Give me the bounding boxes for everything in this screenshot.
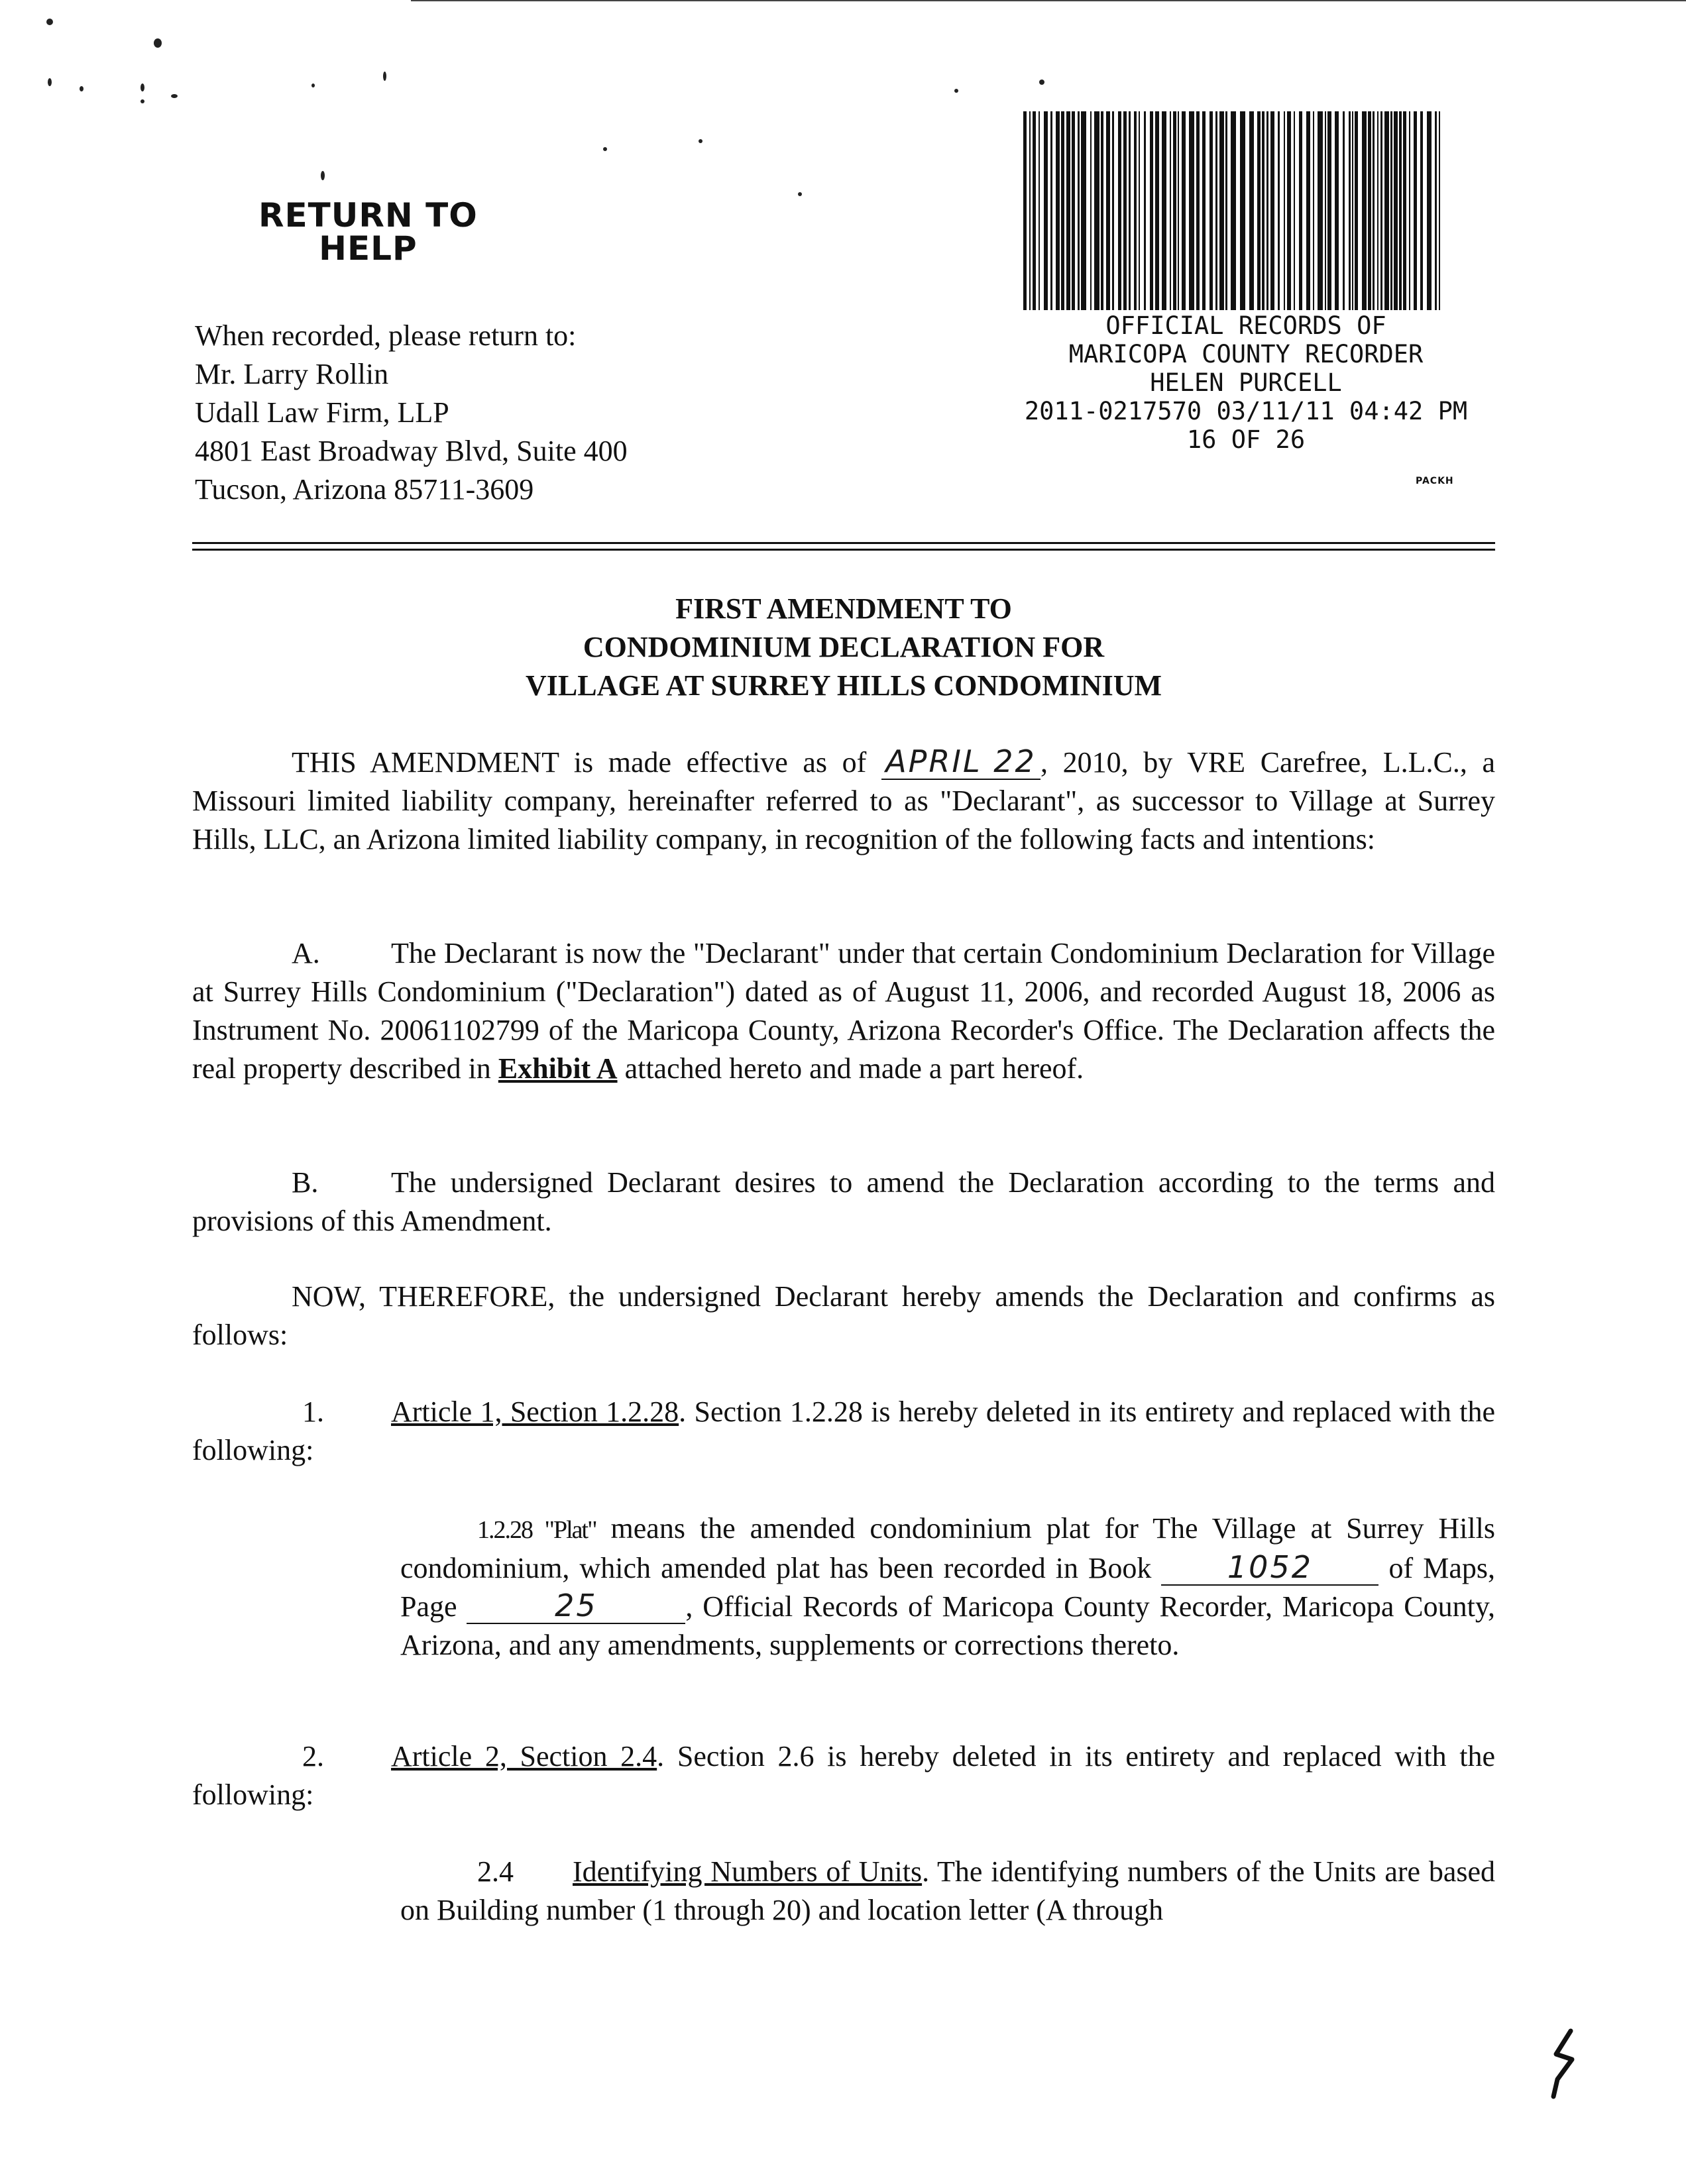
barcode-bar — [1202, 111, 1206, 310]
item-2-heading: Article 2, Section 2.4 — [391, 1740, 657, 1773]
barcode-bar — [1394, 111, 1398, 310]
barcode-bar — [1134, 111, 1137, 310]
barcode-bar — [1215, 111, 1217, 310]
stamp-line-1: RETURN TO — [258, 196, 478, 235]
recording-line-4: 2011-0217570 03/11/11 04:42 PM — [1024, 397, 1468, 425]
scan-speck — [80, 86, 84, 91]
barcode-bar — [1170, 111, 1171, 310]
scan-speck — [140, 83, 144, 91]
document-title — [192, 590, 1495, 705]
scan-speck — [171, 94, 178, 98]
barcode-bar — [1231, 111, 1236, 310]
section-2-4-number: 2.4 — [477, 1855, 514, 1888]
return-name: Mr. Larry Rollin — [195, 358, 389, 390]
recording-line-3: HELEN PURCELL — [1150, 368, 1342, 397]
section-2-4-heading: Identifying Numbers of Units — [573, 1855, 923, 1888]
header-rule-bottom — [192, 549, 1495, 551]
recording-info — [974, 311, 1518, 454]
barcode-bar — [1061, 111, 1064, 310]
barcode-bar — [1029, 111, 1031, 310]
section-2-4-text: . The identifying numbers of the Units are based on Building number (1 through 20) and location letter (A through — [400, 1855, 1496, 1926]
return-street: 4801 East Broadway Blvd, Suite 400 — [195, 435, 628, 467]
book-number-handwritten: 1052 — [1227, 1549, 1313, 1585]
barcode-bar — [1219, 111, 1224, 310]
now-therefore-paragraph — [192, 1278, 1495, 1354]
barcode-bar — [1390, 111, 1392, 310]
barcode-bar — [1284, 111, 1285, 310]
scan-speck — [154, 38, 162, 48]
barcode-bar — [1189, 111, 1194, 310]
plat-definition-text-1: means the amended condominium plat for The Village at Surrey Hills condominium, which amended plat has been recorded in Book — [400, 1512, 1496, 1584]
barcode — [1023, 111, 1441, 310]
barcode-bar — [1270, 111, 1274, 310]
barcode-bar — [1257, 111, 1261, 310]
barcode-bar — [1399, 111, 1402, 310]
recital-b — [192, 1164, 1495, 1240]
title-line-2: CONDOMINIUM DECLARATION FOR — [583, 631, 1105, 663]
item-1-heading: Article 1, Section 1.2.28 — [391, 1395, 679, 1428]
title-line-1: FIRST AMENDMENT TO — [675, 592, 1012, 625]
barcode-bar — [1439, 111, 1440, 310]
plat-definition — [400, 1509, 1495, 1665]
recording-code: PACKH — [1416, 476, 1454, 486]
scan-speck — [1039, 80, 1044, 85]
barcode-bar — [1287, 111, 1291, 310]
barcode-bar — [1380, 111, 1382, 310]
barcode-bar — [1050, 111, 1052, 310]
barcode-bar — [1355, 111, 1358, 310]
scan-speck — [603, 147, 607, 151]
barcode-bar — [1266, 111, 1268, 310]
barcode-bar — [1112, 111, 1114, 310]
scan-speck — [140, 99, 144, 103]
barcode-bar — [1349, 111, 1351, 310]
barcode-bar — [1278, 111, 1280, 310]
item-1-text: . Section 1.2.28 is hereby deleted in its entirety and replaced with the following: — [192, 1395, 1496, 1466]
recital-a-text-end: attached hereto and made a part hereof. — [624, 1052, 1084, 1085]
barcode-bar — [1090, 111, 1092, 310]
handwritten-page-mark — [1544, 2028, 1584, 2101]
barcode-bar — [1262, 111, 1264, 310]
recording-line-1: OFFICIAL RECORDS OF — [1105, 311, 1386, 340]
barcode-bar — [1299, 111, 1302, 310]
barcode-bar — [1033, 111, 1036, 310]
barcode-bar — [1435, 111, 1437, 310]
return-city: Tucson, Arizona 85711-3609 — [195, 473, 534, 506]
scan-speck — [311, 83, 315, 87]
barcode-bar — [1249, 111, 1254, 310]
return-address — [195, 317, 628, 509]
plat-definition-text-2: of Maps, Page — [400, 1552, 1496, 1623]
barcode-bar — [1306, 111, 1310, 310]
identifying-numbers-section — [400, 1853, 1495, 1930]
barcode-bar — [1335, 111, 1339, 310]
barcode-bar — [1144, 111, 1146, 310]
barcode-bar — [1081, 111, 1086, 310]
item-1 — [192, 1393, 1495, 1470]
scan-speck — [46, 19, 53, 25]
barcode-bar — [1362, 111, 1367, 310]
barcode-bar — [1150, 111, 1153, 310]
item-2 — [192, 1737, 1495, 1814]
barcode-bar — [1129, 111, 1131, 310]
barcode-bar — [1384, 111, 1389, 310]
recording-line-5: 16 OF 26 — [1186, 425, 1306, 454]
item-2-text: . Section 2.6 is hereby deleted in its entirety and replaced with the following: — [192, 1740, 1496, 1811]
scan-speck — [699, 139, 702, 143]
plat-definition-text-3: , Official Records of Maricopa County Recorder, Maricopa County, Arizona, and any amendments, supplements or corrections thereto. — [400, 1590, 1496, 1661]
barcode-bar — [1377, 111, 1378, 310]
intro-before: THIS AMENDMENT is made effective as of — [292, 746, 867, 779]
scan-edge-line — [411, 0, 1686, 1]
return-firm: Udall Law Firm, LLP — [195, 396, 449, 429]
barcode-bar — [1044, 111, 1048, 310]
barcode-bar — [1066, 111, 1070, 310]
barcode-bar — [1313, 111, 1314, 310]
barcode-bar — [1182, 111, 1186, 310]
now-therefore-text: NOW, THEREFORE, the undersigned Declarant hereby amends the Declaration and confirms as follows: — [192, 1280, 1495, 1351]
barcode-bar — [1403, 111, 1406, 310]
barcode-bar — [1155, 111, 1159, 310]
barcode-bar — [1427, 111, 1432, 310]
barcode-bar — [1118, 111, 1121, 310]
recital-b-text: The undersigned Declarant desires to amend the Declaration according to the terms and provisions of this Amendment. — [192, 1166, 1495, 1237]
barcode-bar — [1373, 111, 1375, 310]
recital-a — [192, 934, 1495, 1088]
scan-speck — [954, 89, 958, 93]
title-line-3: VILLAGE AT SURREY HILLS CONDOMINIUM — [525, 669, 1162, 702]
barcode-bar — [1072, 111, 1075, 310]
page-number-handwritten: 25 — [555, 1588, 598, 1623]
scan-speck — [48, 78, 52, 86]
barcode-bar — [1414, 111, 1417, 310]
barcode-bar — [1178, 111, 1179, 310]
return-intro: When recorded, please return to: — [195, 319, 577, 352]
scan-speck — [321, 171, 325, 180]
plat-definition-prefix: 1.2.28 "Plat" — [477, 1516, 596, 1544]
item-1-number: 1. — [302, 1395, 324, 1428]
barcode-bar — [1094, 111, 1099, 310]
barcode-bar — [1409, 111, 1410, 310]
recital-b-label: B. — [292, 1166, 319, 1199]
recording-line-2: MARICOPA COUNTY RECORDER — [1068, 340, 1424, 368]
barcode-bar — [1039, 111, 1040, 310]
barcode-bar — [1240, 111, 1245, 310]
recital-a-label: A. — [292, 937, 320, 969]
intro-paragraph — [192, 743, 1495, 859]
intro-after: , 2010, by VRE Carefree, L.L.C., a Missouri limited liability company, hereinafter referred to as "Declarant", as successor to Village at Surrey Hills, LLC, an Arizona limited liability company, in recognition of the following facts and intentions: — [192, 746, 1496, 855]
barcode-bar — [1101, 111, 1103, 310]
barcode-bar — [1368, 111, 1371, 310]
barcode-bar — [1162, 111, 1166, 310]
barcode-bar — [1123, 111, 1127, 310]
barcode-bar — [1196, 111, 1200, 310]
effective-date-handwritten: APRIL 22 — [885, 743, 1037, 779]
barcode-bar — [1343, 111, 1345, 310]
scan-speck — [383, 72, 386, 81]
barcode-bar — [1173, 111, 1176, 310]
barcode-bar — [1056, 111, 1060, 310]
item-2-number: 2. — [302, 1740, 324, 1773]
barcode-bar — [1209, 111, 1213, 310]
barcode-bar — [1106, 111, 1110, 310]
header-rule-top — [192, 542, 1495, 544]
exhibit-a-reference: Exhibit A — [498, 1052, 618, 1085]
barcode-bar — [1420, 111, 1423, 310]
barcode-bar — [1023, 111, 1027, 310]
return-to-help-stamp — [258, 196, 478, 268]
barcode-bar — [1225, 111, 1227, 310]
barcode-bar — [1139, 111, 1140, 310]
recital-a-text: The Declarant is now the "Declarant" under that certain Condominium Declaration for Village at Surrey Hills Condominium ("Declaration") dated as of August 11, 2006, and recorded August 18, 2006 as Instrument No. 20061102799 of the Maricopa County, Arizona Recorder's Office. The Declaration affects the real property described in — [192, 937, 1495, 1085]
barcode-bar — [1294, 111, 1295, 310]
barcode-bar — [1318, 111, 1323, 310]
scan-speck — [798, 192, 802, 196]
barcode-bar — [1078, 111, 1080, 310]
stamp-line-2: HELP — [319, 229, 418, 268]
barcode-bar — [1325, 111, 1326, 310]
barcode-bar — [1327, 111, 1331, 310]
barcode-bar — [1352, 111, 1353, 310]
